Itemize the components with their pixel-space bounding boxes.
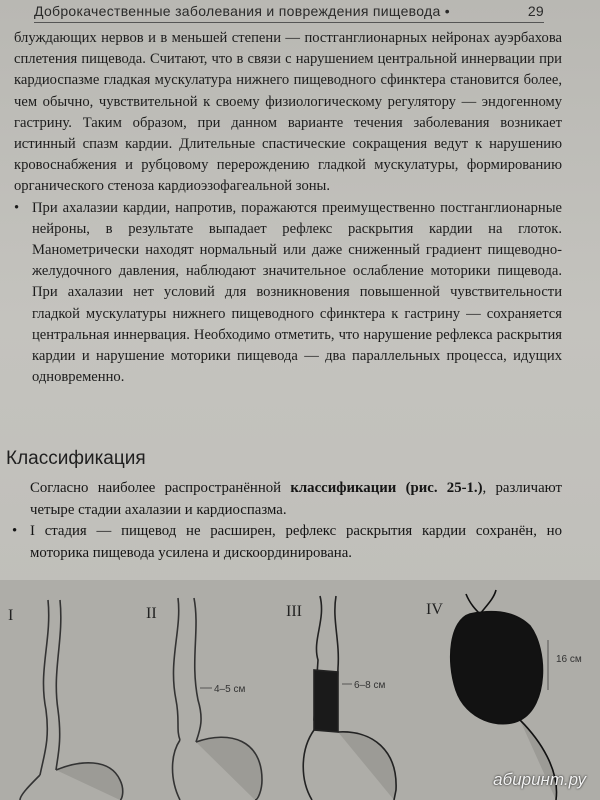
dimension-label-3: 16 см [556,654,582,665]
paragraph-akhalaziya-text: При ахалазии кардии, напротив, поражаются преимущественно постганглионарные нейроны, в результате выпадает рефлекс раскрытия кардии на глоток. Манометрически находят нормальный или даже сниженный градиент пищеводно-желудочного давления, наблюдают значительное ослабление моторики пищевода. При ахалазии нет условий для возникновения повышенной чувствительности гладкой мускулатуры нижнего пищеводного сфинктера к гастрину — сохраняется центральная иннервация. Необходимо отметить, что нарушение рефлекса раскрытия кардии и нарушение моторики пищевода — два параллельных процесса, идущих одновременно. [32,199,562,386]
paragraph-akhalaziya [14,198,562,389]
stage-1-item [12,521,562,564]
bullet-marker: • [12,523,18,539]
header-rule [34,22,544,23]
main-text [14,28,562,388]
stage-1-drawing [20,600,123,800]
intro-part-1: Согласно наиболее распространённой [30,480,291,496]
classification-intro [12,478,562,521]
running-header [34,3,544,19]
stages-illustration [0,580,600,800]
bullet-marker: • [14,199,20,216]
dimension-label-1: 4–5 см [214,684,246,695]
page-number: 29 [527,3,544,19]
stage-label-1: I [8,607,14,624]
stage-label-2: II [146,605,157,622]
running-title: Доброкачественные заболевания и повреждения пищевода • [34,3,450,19]
intro-part-2: , различают четыре стадии ахалазии и кардиоспазма. [30,480,562,518]
intro-bold: классификации (рис. 25-1.) [290,480,483,496]
stage-3-drawing [303,596,396,800]
stage-label-4: IV [426,601,443,618]
section-heading: Классификация [6,448,146,469]
figure-stages [0,580,600,800]
stage-4-drawing [451,590,557,800]
stage-1-text: I стадия — пищевод не расширен, рефлекс раскрытия кардии сохранён, но моторика пищевода усилена и дискоординирована. [30,523,562,561]
watermark-logo: абиринт.ру [493,770,586,789]
dimension-label-2: 6–8 см [354,680,386,691]
stage-2-drawing [173,598,263,800]
classification-text [12,478,562,564]
paragraph-kardiospazm: блуждающих нервов и в меньшей степени — постганглионарных нейронах ауэрбахова сплетения пищевода. Считают, что в связи с нарушением центральной иннервации при кардиоспазме гладкая мускулатура нижнего пищеводного сфинктера становится более, чем обычно, чувствительной к своему физиологическому регулятору — эндогенному гастрину. Таким образом, при данном варианте течения заболевания возникает истинный спазм кардии. Длительные спастические сокращения ведут к нарушению кровоснабжения и рубцовому перерождению гладкой мускулатуры, формированию органического стеноза кардиоэзофагеальной зоны. [14,30,562,195]
stage-label-3: III [286,603,302,620]
